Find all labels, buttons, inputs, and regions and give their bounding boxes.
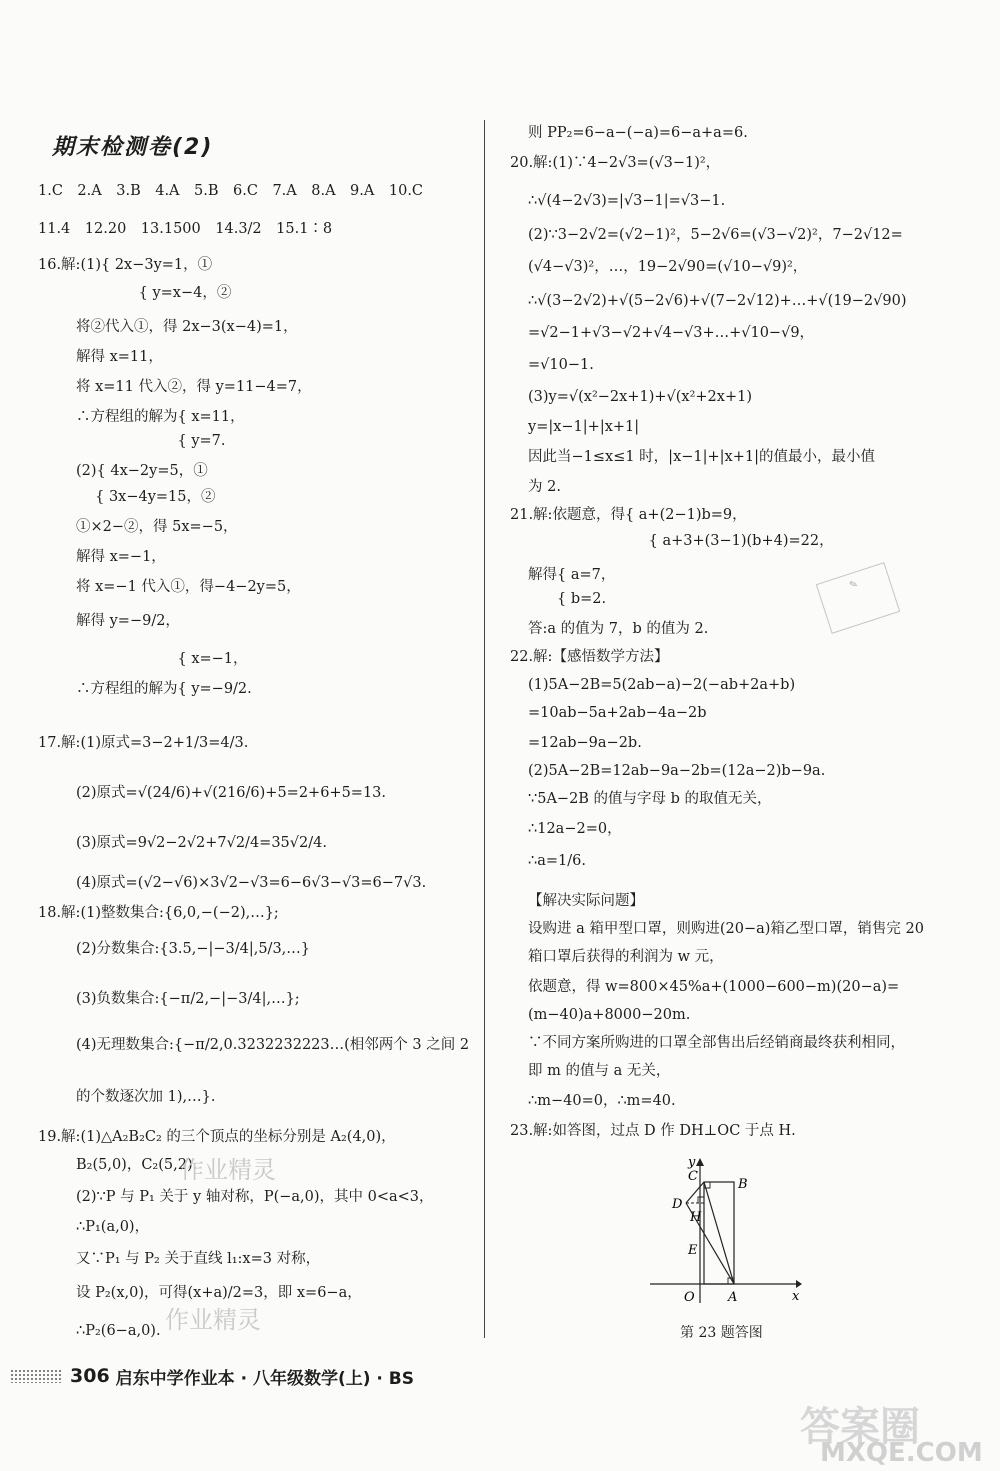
left-line: 16.解:(1){ 2x−3y=1，① bbox=[38, 257, 213, 273]
right-line: 依题意，得 w=800×45%a+(1000−600−m)(20−a)= bbox=[528, 979, 900, 995]
left-line: (3)负数集合:{−π/2,−|−3/4|,…}; bbox=[76, 991, 300, 1007]
left-line: 将②代入①，得 2x−3(x−4)=1， bbox=[76, 319, 298, 335]
left-line: 18.解:(1)整数集合:{6,0,−(−2),…}; bbox=[38, 905, 279, 921]
stamp-mark bbox=[816, 562, 901, 634]
left-line: ∴方程组的解为{ y=−9/2. bbox=[76, 681, 252, 697]
left-line: 19.解:(1)△A₂B₂C₂ 的三个顶点的坐标分别是 A₂(4,0)， bbox=[38, 1129, 396, 1145]
left-line: 设 P₂(x,0)，可得(x+a)/2=3，即 x=6−a， bbox=[76, 1285, 362, 1301]
right-line: ∵5A−2B 的值与字母 b 的取值无关， bbox=[528, 791, 772, 807]
left-line: 又∵P₁ 与 P₂ 关于直线 l₁:x=3 对称， bbox=[76, 1251, 321, 1267]
right-line: ∴a=1/6. bbox=[528, 853, 586, 869]
figure-23-diagram bbox=[650, 1158, 830, 1308]
label-C: C bbox=[688, 1169, 698, 1184]
label-O: O bbox=[684, 1290, 695, 1305]
x-axis-arrow bbox=[796, 1280, 802, 1288]
right-line: ∴√(4−2√3)=|√3−1|=√3−1. bbox=[528, 193, 726, 209]
right-line: ∴12a−2=0， bbox=[528, 821, 622, 837]
left-line: (4)原式=(√2−√6)×3√2−√3=6−6√3−√3=6−7√3. bbox=[76, 875, 427, 891]
right-line: 【解决实际问题】 bbox=[528, 893, 644, 909]
left-line: ∴方程组的解为{ x=11， bbox=[76, 409, 245, 425]
left-line: { y=7. bbox=[76, 433, 226, 449]
book-title: 启东中学作业本 · 八年级数学(上) · BS bbox=[115, 1368, 415, 1389]
y-axis-arrow bbox=[696, 1158, 704, 1166]
left-line: 解得 y=−9/2， bbox=[76, 613, 180, 629]
right-line: (√4−√3)²，…，19−2√90=(√10−√9)²， bbox=[528, 259, 808, 275]
right-line: y=|x−1|+|x+1| bbox=[528, 419, 640, 435]
label-D: D bbox=[672, 1197, 683, 1212]
left-line: (3)原式=9√2−2√2+7√2/4=35√2/4. bbox=[76, 835, 327, 851]
left-line: 11.4 12.20 13.1500 14.3/2 15.1∶8 bbox=[38, 221, 333, 237]
right-line: 20.解:(1)∵4−2√3=(√3−1)²， bbox=[510, 155, 721, 171]
right-line: 则 PP₂=6−a−(−a)=6−a+a=6. bbox=[528, 125, 748, 141]
right-line: { b=2. bbox=[528, 591, 607, 607]
right-line: ∴√(3−2√2)+√(5−2√6)+√(7−2√12)+…+√(19−2√90) bbox=[528, 293, 907, 309]
left-line: (2)分数集合:{3.5,−|−3/4|,5/3,…} bbox=[76, 941, 311, 957]
label-A: A bbox=[728, 1290, 738, 1305]
left-line: { y=x−4，② bbox=[76, 285, 232, 301]
left-line: (2){ 4x−2y=5，① bbox=[76, 463, 208, 479]
left-line: (2)∵P 与 P₁ 关于 y 轴对称，P(−a,0)，其中 0<a<3， bbox=[76, 1189, 434, 1205]
left-line: ∴P₂(6−a,0). bbox=[76, 1323, 161, 1339]
left-line: { 3x−4y=15，② bbox=[76, 489, 216, 505]
page-title: 期末检测卷(2) bbox=[52, 135, 214, 160]
left-line: 解得 x=11， bbox=[76, 349, 163, 365]
left-line: ①×2−②，得 5x=−5， bbox=[76, 519, 238, 535]
left-line: 的个数逐次加 1),…}. bbox=[76, 1089, 216, 1105]
left-line: (4)无理数集合:{−π/2,0.3232232223…(相邻两个 3 之间 2 bbox=[76, 1037, 470, 1053]
label-E: E bbox=[688, 1243, 698, 1258]
right-line: ∵不同方案所购进的口罩全部售出后经销商最终获利相同， bbox=[528, 1035, 905, 1051]
right-line: (3)y=√(x²−2x+1)+√(x²+2x+1) bbox=[528, 389, 752, 405]
left-line: 将 x=11 代入②，得 y=11−4=7， bbox=[76, 379, 312, 395]
right-line: 21.解:依题意，得{ a+(2−1)b=9， bbox=[510, 507, 747, 523]
right-line: (2)∵3−2√2=(√2−1)²，5−2√6=(√3−√2)²，7−2√12= bbox=[528, 227, 903, 243]
watermark-bottom: 答案圈 bbox=[800, 1404, 920, 1450]
right-line: =√10−1. bbox=[528, 357, 594, 373]
left-line: 1.C 2.A 3.B 4.A 5.B 6.C 7.A 8.A 9.A 10.C bbox=[38, 183, 424, 199]
figure-caption: 第 23 题答图 bbox=[680, 1325, 763, 1341]
watermark-mid-2: 作业精灵 bbox=[165, 1306, 261, 1334]
right-line: =10ab−5a+2ab−4a−2b bbox=[528, 705, 707, 721]
right-line: { a+3+(3−1)(b+4)=22， bbox=[528, 533, 834, 549]
left-line: (2)原式=√(24/6)+√(216/6)+5=2+6+5=13. bbox=[76, 785, 387, 801]
stamp-pencil-icon: ✎ bbox=[848, 578, 860, 592]
label-y: y bbox=[688, 1158, 696, 1170]
right-line: 箱口罩后获得的利润为 w 元， bbox=[528, 949, 724, 965]
right-line: =12ab−9a−2b. bbox=[528, 735, 642, 751]
right-line: 为 2. bbox=[528, 479, 561, 495]
watermark-url: MXQE.COM bbox=[820, 1438, 983, 1468]
label-B: B bbox=[738, 1177, 748, 1192]
left-line: 17.解:(1)原式=3−2+1/3=4/3. bbox=[38, 735, 249, 751]
right-line: (2)5A−2B=12ab−9a−2b=(12a−2)b−9a. bbox=[528, 763, 826, 779]
page-number: 306 bbox=[70, 1365, 110, 1387]
right-line: (1)5A−2B=5(2ab−a)−2(−ab+2a+b) bbox=[528, 677, 796, 693]
right-line: 因此当−1≤x≤1 时，|x−1|+|x+1|的值最小，最小值 bbox=[528, 449, 875, 465]
left-line: { x=−1， bbox=[76, 651, 248, 667]
footer-dot-pattern bbox=[10, 1369, 62, 1383]
label-H: H bbox=[690, 1210, 702, 1225]
right-line: (m−40)a+8000−20m. bbox=[528, 1007, 691, 1023]
left-line: 将 x=−1 代入①，得−4−2y=5， bbox=[76, 579, 301, 595]
left-line: 解得 x=−1， bbox=[76, 549, 166, 565]
watermark-mid: 作业精灵 bbox=[180, 1156, 276, 1184]
left-line: B₂(5,0)，C₂(5,2). bbox=[76, 1157, 198, 1173]
right-line: 设购进 a 箱甲型口罩，则购进(20−a)箱乙型口罩，销售完 20 bbox=[528, 921, 924, 937]
right-line: 解得{ a=7， bbox=[528, 567, 616, 583]
page-footer bbox=[10, 1364, 414, 1388]
left-line: ∴P₁(a,0)， bbox=[76, 1219, 150, 1235]
right-line: ∴m−40=0，∴m=40. bbox=[528, 1093, 676, 1109]
right-line: 23.解:如答图，过点 D 作 DH⊥OC 于点 H. bbox=[510, 1123, 796, 1139]
label-x: x bbox=[792, 1289, 800, 1304]
right-line: 答:a 的值为 7，b 的值为 2. bbox=[528, 621, 709, 637]
right-line: 即 m 的值与 a 无关， bbox=[528, 1063, 671, 1079]
right-line: =√2−1+√3−√2+√4−√3+…+√10−√9， bbox=[528, 325, 815, 341]
column-divider bbox=[484, 120, 485, 1338]
right-line: 22.解:【感悟数学方法】 bbox=[510, 649, 669, 665]
